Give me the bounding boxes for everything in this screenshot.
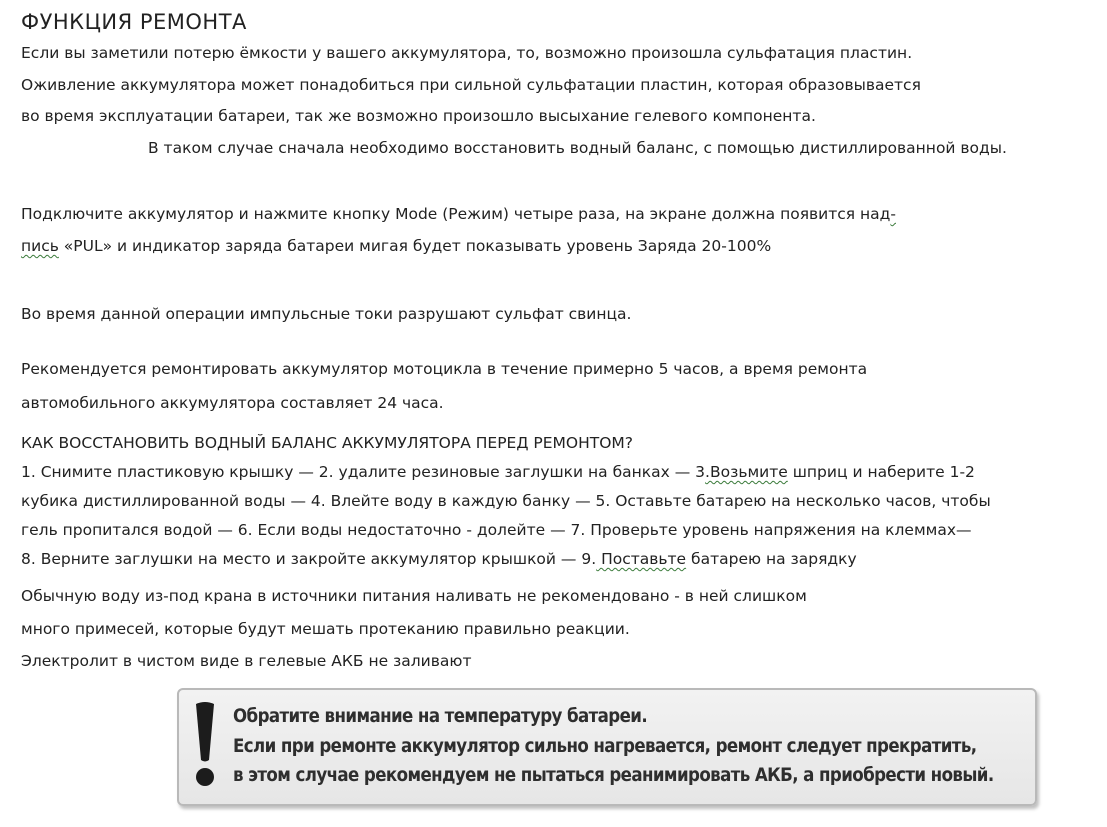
steps-line-1-c: шприц и наберите 1-2 <box>787 463 975 481</box>
warning-line-1: Обратите внимание на температуру батареи. <box>233 706 648 727</box>
connect-line-1-hyphen: - <box>890 205 896 223</box>
steps-line-1-b: .Возьмите <box>705 463 788 481</box>
warning-line-3: в этом случае рекомендуем не пытаться реанимировать АКБ, а приобрести новый. <box>233 765 994 786</box>
steps-line-4-c: батарею на зарядку <box>686 550 857 568</box>
intro-line-3: во время эксплуатации батареи, так же возможно произошло высыхание гелевого компонента. <box>21 107 816 125</box>
operation-line: Во время данной операции импульсные токи разрушают сульфат свинца. <box>21 305 632 323</box>
connect-line-2-start: пись <box>21 237 59 255</box>
steps-line-4 <box>21 549 857 569</box>
connect-line-2-rest: «PUL» и индикатор заряда батареи мигая будет показывать уровень Заряда 20-100% <box>58 237 772 255</box>
steps-line-4-b: Поставьте <box>596 550 687 568</box>
page-title: ФУНКЦИЯ РЕМОНТА <box>21 10 247 34</box>
recommend-line-2: автомобильного аккумулятора составляет 24 часа. <box>21 394 444 412</box>
water-heading: КАК ВОССТАНОВИТЬ ВОДНЫЙ БАЛАНС АККУМУЛЯТОРА ПЕРЕД РЕМОНТОМ? <box>21 434 634 452</box>
recommend-line-1: Рекомендуется ремонтировать аккумулятор мотоцикла в течение примерно 5 часов, а время ремонта <box>21 360 868 378</box>
notes-line-2: много примесей, которые будут мешать протеканию правильно реакции. <box>21 620 630 638</box>
exclamation-icon <box>190 700 220 790</box>
steps-line-1 <box>21 462 975 482</box>
steps-line-3: гель пропитался водой — 6. Если воды недостаточно - долейте — 7. Проверьте уровень напряжения на клеммах— <box>21 521 972 539</box>
steps-line-2: кубика дистиллированной воды — 4. Влейте воду в каждую банку — 5. Оставьте батарею на несколько часов, чтобы <box>21 492 991 510</box>
notes-line-1: Обычную воду из-под крана в источники питания наливать не рекомендовано - в ней слишком <box>21 587 807 605</box>
steps-line-4-a: 8. Верните заглушки на место и закройте аккумулятор крышкой — 9. <box>21 550 597 568</box>
steps-line-1-a: 1. Снимите пластиковую крышку — 2. удалите резиновые заглушки на банках — 3 <box>21 463 706 481</box>
warning-line-2: Если при ремонте аккумулятор сильно нагревается, ремонт следует прекратить, <box>233 736 977 757</box>
connect-line-1-text: Подключите аккумулятор и нажмите кнопку Mode (Режим) четыре раза, на экране должна появится над <box>21 205 891 223</box>
intro-line-2: Оживление аккумулятора может понадобиться при сильной сульфатации пластин, которая образовывается <box>21 76 921 94</box>
connect-line-1 <box>21 204 896 224</box>
notes-line-3: Электролит в чистом виде в гелевые АКБ не заливают <box>21 652 472 670</box>
intro-line-1: Если вы заметили потерю ёмкости у вашего аккумулятора, то, возможно произошла сульфатация пластин. <box>21 44 913 62</box>
intro-line-4: В таком случае сначала необходимо восстановить водный баланс, с помощью дистиллированной воды. <box>148 139 1007 157</box>
connect-line-2 <box>21 236 771 256</box>
